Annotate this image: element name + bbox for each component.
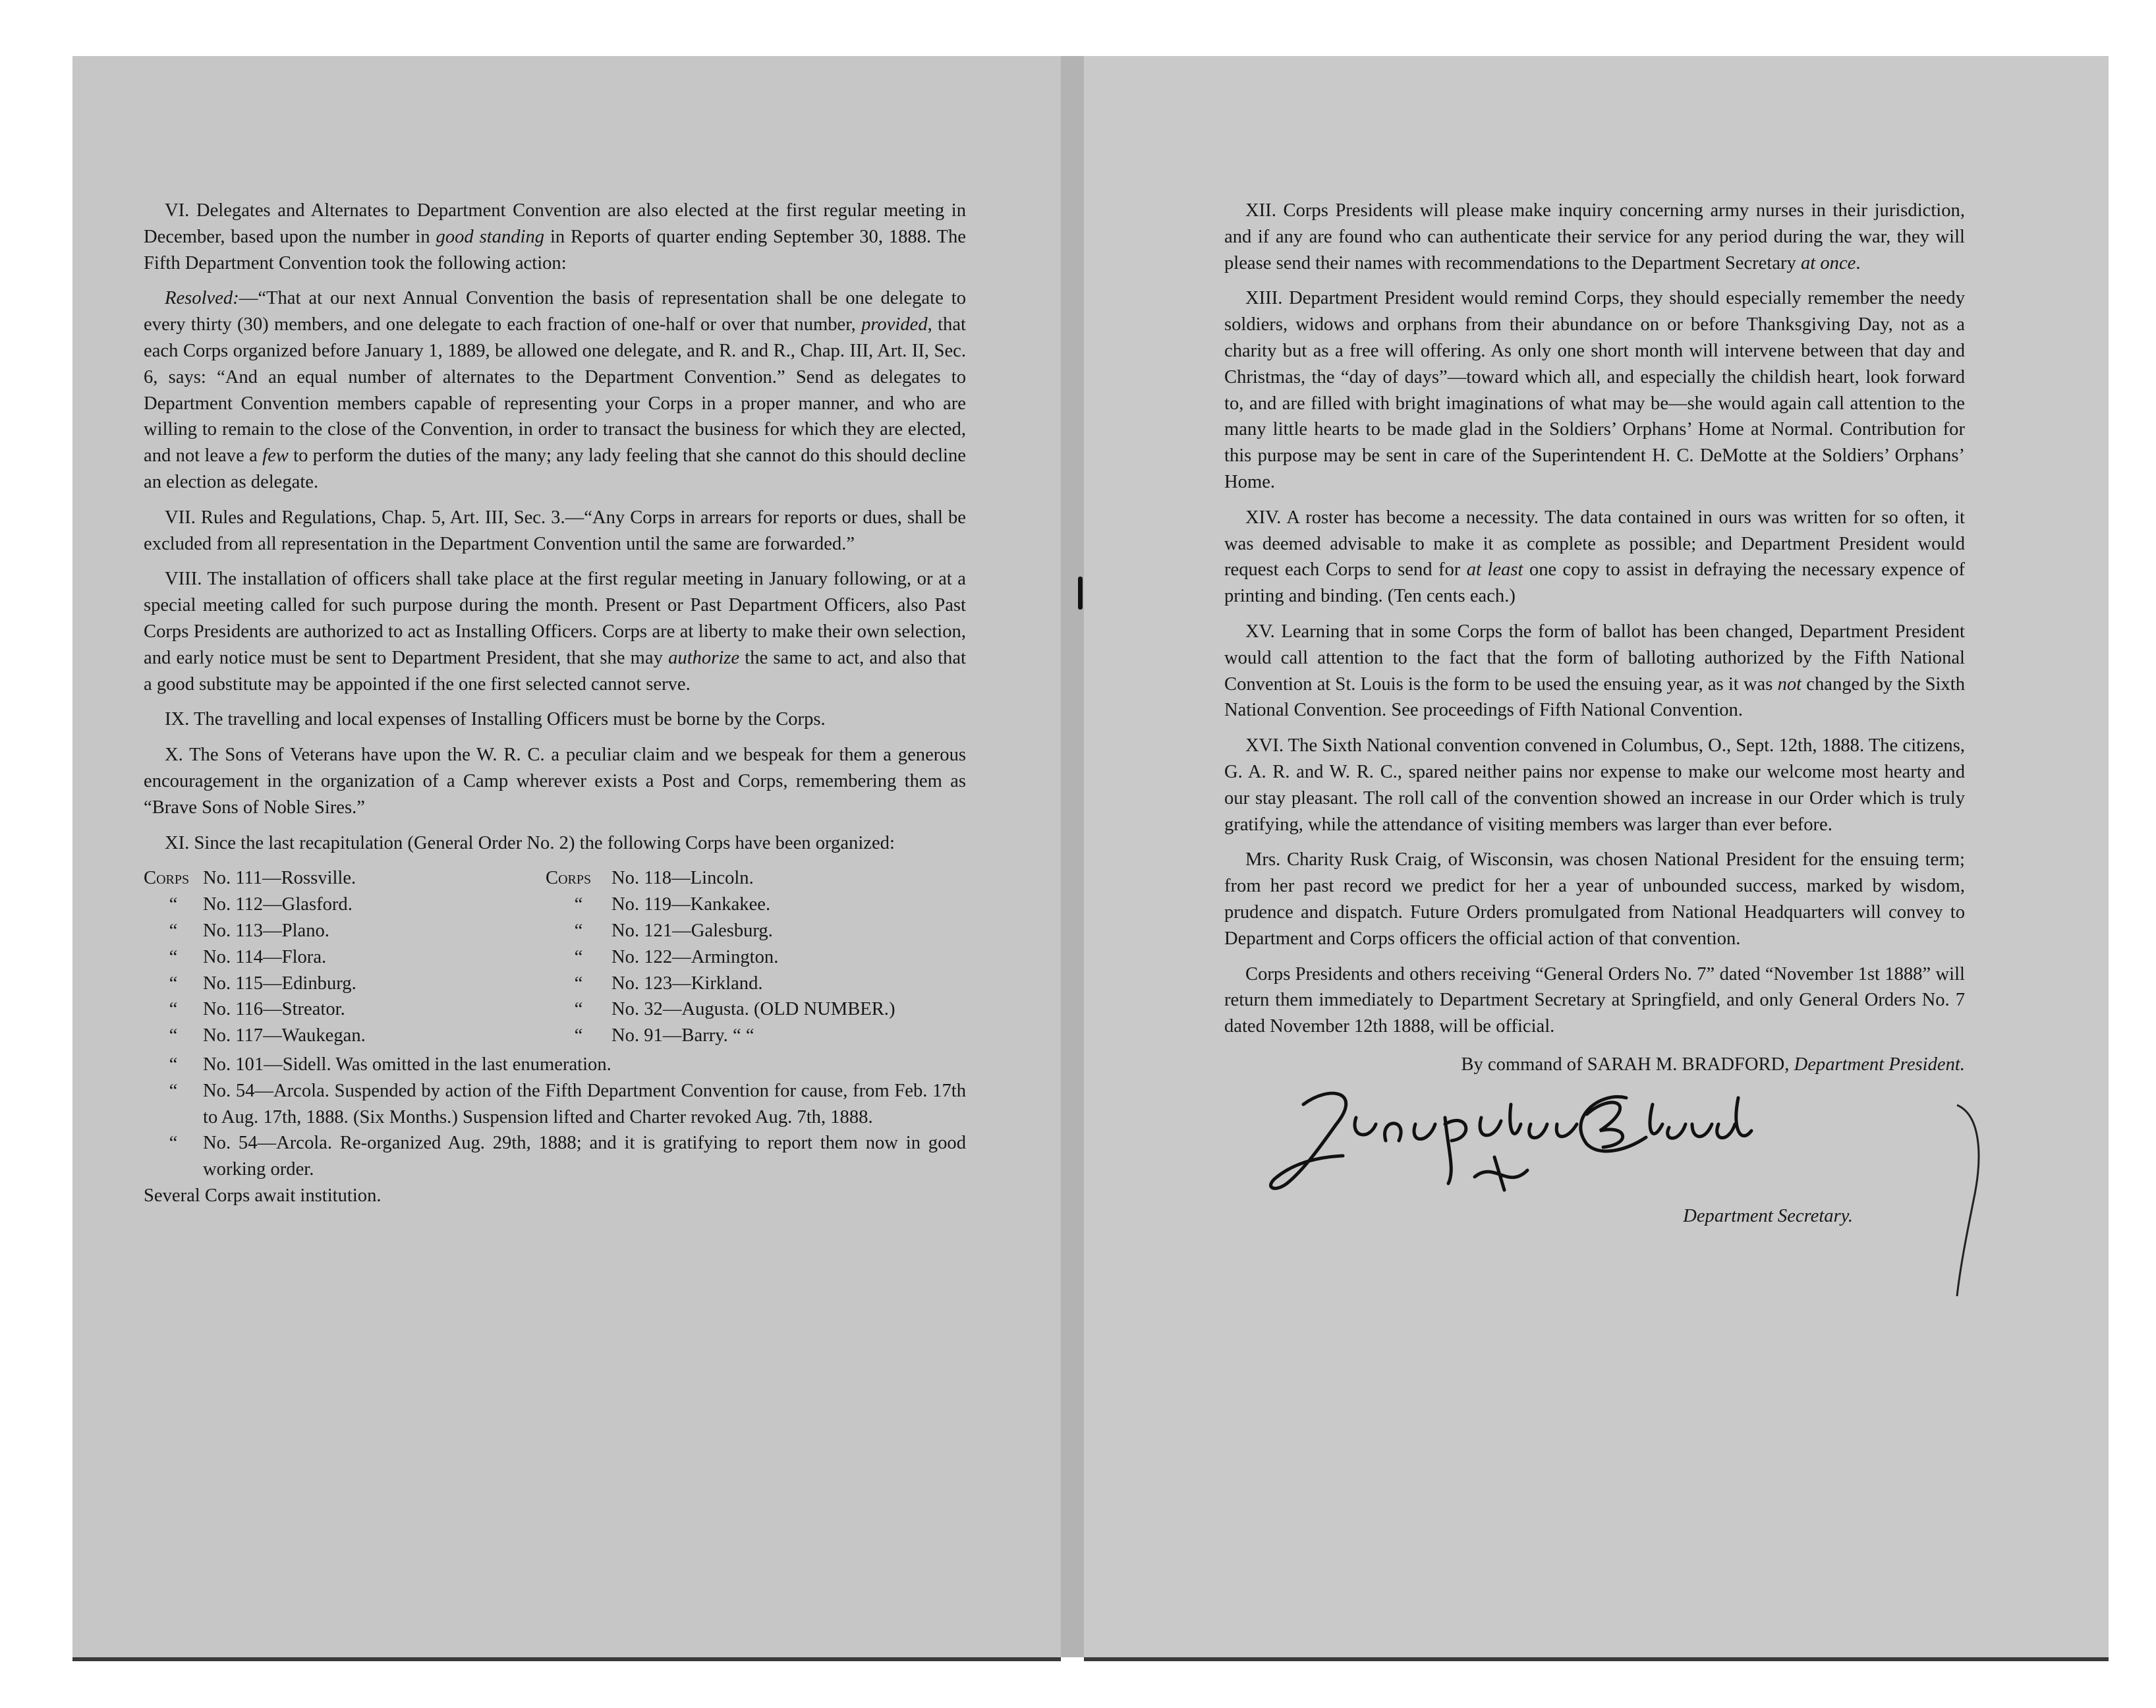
corps-note: No. 54—Arcola. Suspended by action of the Fifth Department Convention for cause, from Feb. 17th to Aug. 17th, 1888. (Six Months.) Suspension lifted and Charter revoked Aug. 7th, 1888. (203, 1080, 966, 1127)
corps-prefix: “ (169, 1054, 178, 1075)
paragraph-viii-segment: authorize (668, 647, 740, 668)
paragraph-resolved-segment: , that each Corps organized before January 1, 1889, be allowed one delegate, and R. and R., Chap. III, Art. II, Sec. 6, says: “And an equal number of alternates to the Department Convention.” Send as delegates to Department Convention members capable of representing your Corps in a proper manner, and who are willing to remain to the close of the Convention, in order to transact the business for which they are elected, and not leave a (144, 314, 966, 467)
corps-prefix: “ (169, 1080, 178, 1101)
paragraph-resolved (144, 285, 966, 495)
corps-entry: No. 118—Lincoln. (611, 868, 754, 889)
corps-notes-table (144, 1052, 966, 1183)
corps-row (144, 996, 966, 1023)
corps-note: No. 54—Arcola. Re-organized Aug. 29th, 1888; and it is gratifying to report them now in good working order. (203, 1133, 966, 1180)
corps-prefix: “ (169, 894, 178, 915)
closing-line: Several Corps await institution. (144, 1185, 382, 1206)
paragraph-x-segment: X. The Sons of Veterans have upon the W. R. C. a peculiar claim and we bespeak for them a generous encouragement in the organization of a Camp wherever exists a Post and Corps, remembering them as “Brave Sons of Noble Sires.” (144, 745, 966, 818)
corps-entry: No. 32—Augusta. (OLD NUMBER.) (611, 999, 895, 1020)
signature-block (1224, 1052, 1965, 1230)
corps-prefix: “ (574, 999, 583, 1020)
paragraph-viii-segment: VIII. The installation of officers shall take place at the first regular meeting in January following, or at a special meeting called for such purpose during the month. Present or Past Department Officers, also Past Corps Presidents are authorized to act as Installing Officers. Corps are at liberty to make their own selection, and early notice must be sent to Department President, that she may (144, 569, 966, 668)
paragraph-xii (1224, 198, 1965, 276)
paragraph-xii-segment: XII. Corps Presidents will please make inquiry concerning army nurses in their jurisdiction, and if any are found who can authenticate their service for any period during the war, they will please send their names with recommendations to the Department Secretary (1224, 200, 1965, 273)
corps-prefix: “ (169, 999, 178, 1020)
corps-prefix: “ (169, 946, 178, 967)
margin-bracket-mark (1954, 1102, 2000, 1299)
corps-prefix: “ (574, 920, 583, 941)
corps-prefix: “ (574, 1025, 583, 1046)
paragraph-xiv (1224, 505, 1965, 610)
paragraph-ix-segment: IX. The travelling and local expenses of Installing Officers must be borne by the Corps. (165, 709, 826, 730)
paragraph-xi (144, 830, 966, 857)
corps-organized-table (144, 865, 966, 1049)
paragraph-xiv-segment: one copy to assist in defraying the necessary expence of printing and binding. (Ten cents each.) (1224, 559, 1965, 607)
corps-entry: No. 113—Plano. (203, 920, 329, 941)
paragraph-xiii-segment: XIII. Department President would remind Corps, they should especially remember the needy soldiers, widows and orphans from their abundance on or before Thanksgiving Day, not as a charity but as a free will offering. As only one short month will intervene between that day and Christmas, the “day of days”—toward which all, and especially the childish heart, look forward to, and are filled with bright imaginations of what may be—she would again call attention to the many little hearts to be made glad in the Soldiers’ Orphans’ Home at Normal. Contribution for this purpose may be sent in care of the Superintendent H. C. DeMotte at the Soldiers’ Orphans’ Home. (1224, 288, 1965, 492)
corps-note-row (144, 1130, 966, 1183)
corps-entry: No. 116—Streator. (203, 999, 345, 1020)
paragraph-resolved-segment: —“That at our next Annual Convention the basis of representation shall be one delegate to every thirty (30) members, and one delegate to each fraction of one-half or over that number, (144, 288, 966, 335)
corps-prefix: “ (574, 894, 583, 915)
paragraph-viii (144, 566, 966, 697)
corps-row (144, 1023, 966, 1049)
paragraph-notice (1224, 961, 1965, 1040)
corps-prefix: “ (169, 1025, 178, 1046)
corps-prefix: Corps (144, 868, 190, 889)
corps-entry: No. 111—Rossville. (203, 868, 356, 889)
corps-entry: No. 123—Kirkland. (611, 973, 763, 994)
paragraph-xv (1224, 619, 1965, 724)
paragraph-xv-segment: changed by the Sixth National Convention. See proceedings of Fifth National Convention. (1224, 673, 1965, 721)
corps-entry: No. 112—Glasford. (203, 894, 353, 915)
corps-row (144, 865, 966, 892)
paragraph-xv-segment: not (1777, 673, 1802, 695)
corps-note: No. 101—Sidell. Was omitted in the last enumeration. (203, 1054, 611, 1075)
left-paragraphs (144, 198, 966, 856)
secretary-title (1224, 1203, 1965, 1230)
corps-row (144, 892, 966, 918)
paragraph-vi-segment: VI. Delegates and Alternates to Department Convention are also elected at the first regular meeting in December, based upon the number in (144, 200, 966, 247)
corps-prefix: “ (169, 973, 178, 994)
paragraph-notice-segment: Corps Presidents and others receiving “General Orders No. 7” dated “November 1st 1888” will return them immediately to Department Secretary at Springfield, and only General Orders No. 7 dated November 12th 1888, will be official. (1224, 963, 1965, 1037)
corps-note-row (144, 1078, 966, 1131)
paragraph-xiii (1224, 285, 1965, 495)
corps-note-row (144, 1052, 966, 1078)
corps-entry: No. 121—Galesburg. (611, 920, 773, 941)
corps-entry: No. 91—Barry. “ “ (611, 1025, 754, 1046)
corps-row (144, 971, 966, 997)
paragraph-resolved-segment: few (262, 445, 289, 467)
corps-prefix: “ (169, 920, 178, 941)
secretary-title-text: Department Secretary. (1683, 1205, 1853, 1226)
paragraph-x (144, 742, 966, 820)
left-column-text (144, 198, 966, 1209)
paragraph-xi-segment: XI. Since the last recapitulation (General Order No. 2) the following Corps have been organized: (165, 832, 895, 853)
command-title: Department President. (1794, 1054, 1965, 1075)
paragraph-vii-segment: VII. Rules and Regulations, Chap. 5, Art. III, Sec. 3.—“Any Corps in arrears for reports or dues, shall be excluded from all representation in the Department Convention until the same are forwarded.” (144, 507, 966, 554)
corps-entry: No. 122—Armington. (611, 946, 779, 967)
corps-prefix: “ (169, 1133, 178, 1154)
paragraph-xiv-segment: at least (1466, 559, 1523, 581)
corps-prefix: “ (574, 973, 583, 994)
right-paragraphs (1224, 198, 1965, 1040)
center-gutter (1061, 56, 1084, 1657)
paragraph-resolved-segment: Resolved: (165, 288, 239, 309)
paragraph-viii-segment: the same to act, and also that a good substitute may be appointed if the one first selected cannot serve. (144, 647, 966, 695)
corps-row (144, 944, 966, 971)
command-line (1224, 1052, 1965, 1078)
paragraph-xii-segment: at once (1801, 252, 1856, 273)
paragraph-xiv-segment: XIV. A roster has become a necessity. The data contained in ours was written for so often, it was deemed advisable to make it as complete as possible; and Department President would request each Corps to send for (1224, 507, 1965, 581)
paragraph-craig (1224, 847, 1965, 952)
paragraph-xvi (1224, 733, 1965, 838)
corps-entry: No. 114—Flora. (203, 946, 327, 967)
handwritten-signature (1224, 1078, 1965, 1203)
corps-prefix: Corps (546, 868, 592, 889)
paragraph-xii-segment: . (1856, 252, 1861, 273)
paragraph-resolved-segment: provided (861, 314, 928, 335)
corps-entry: No. 119—Kankakee. (611, 894, 771, 915)
paragraph-xvi-segment: XVI. The Sixth National convention convened in Columbus, O., Sept. 12th, 1888. The citizens, G. A. R. and W. R. C., spared neither pains nor expense to make our welcome most hearty and our stay pleasant. The roll call of the convention showed an increase in our Order which is truly gratifying, while the attendance of visiting members was larger than ever before. (1224, 735, 1965, 835)
paragraph-craig-segment: Mrs. Charity Rusk Craig, of Wisconsin, was chosen National President for the ensuing term; from her past record we predict for her a year of unbounded success, marked by wisdom, prudence and dispatch. Future Orders promulgated from National Headquarters will convey to Department and Corps officers the official action of that convention. (1224, 849, 1965, 949)
paragraph-vi (144, 198, 966, 276)
corps-entry: No. 115—Edinburg. (203, 973, 356, 994)
corps-entry: No. 117—Waukegan. (203, 1025, 366, 1046)
signature-icon (1257, 1078, 1758, 1203)
corps-prefix: “ (574, 946, 583, 967)
paragraph-vi-segment: in Reports of quarter ending September 30, 1888. The Fifth Department Convention took the following action: (144, 226, 966, 273)
command-prefix: By command of SARAH M. BRADFORD, (1461, 1054, 1794, 1075)
paragraph-ix (144, 706, 966, 733)
paragraph-xv-segment: XV. Learning that in some Corps the form of ballot has been changed, Department President would call attention to the fact that the form of balloting authorized by the Fifth National Convention at St. Louis is the form to be used the ensuing year, as it was (1224, 621, 1965, 695)
corps-row (144, 918, 966, 944)
paragraph-vi-segment: good standing (436, 226, 545, 247)
paragraph-vii (144, 505, 966, 557)
gutter-mark (1078, 577, 1083, 610)
right-column-text (1224, 198, 1965, 1230)
paragraph-resolved-segment: to perform the duties of the many; any lady feeling that she cannot do this should decline an election as delegate. (144, 445, 966, 492)
